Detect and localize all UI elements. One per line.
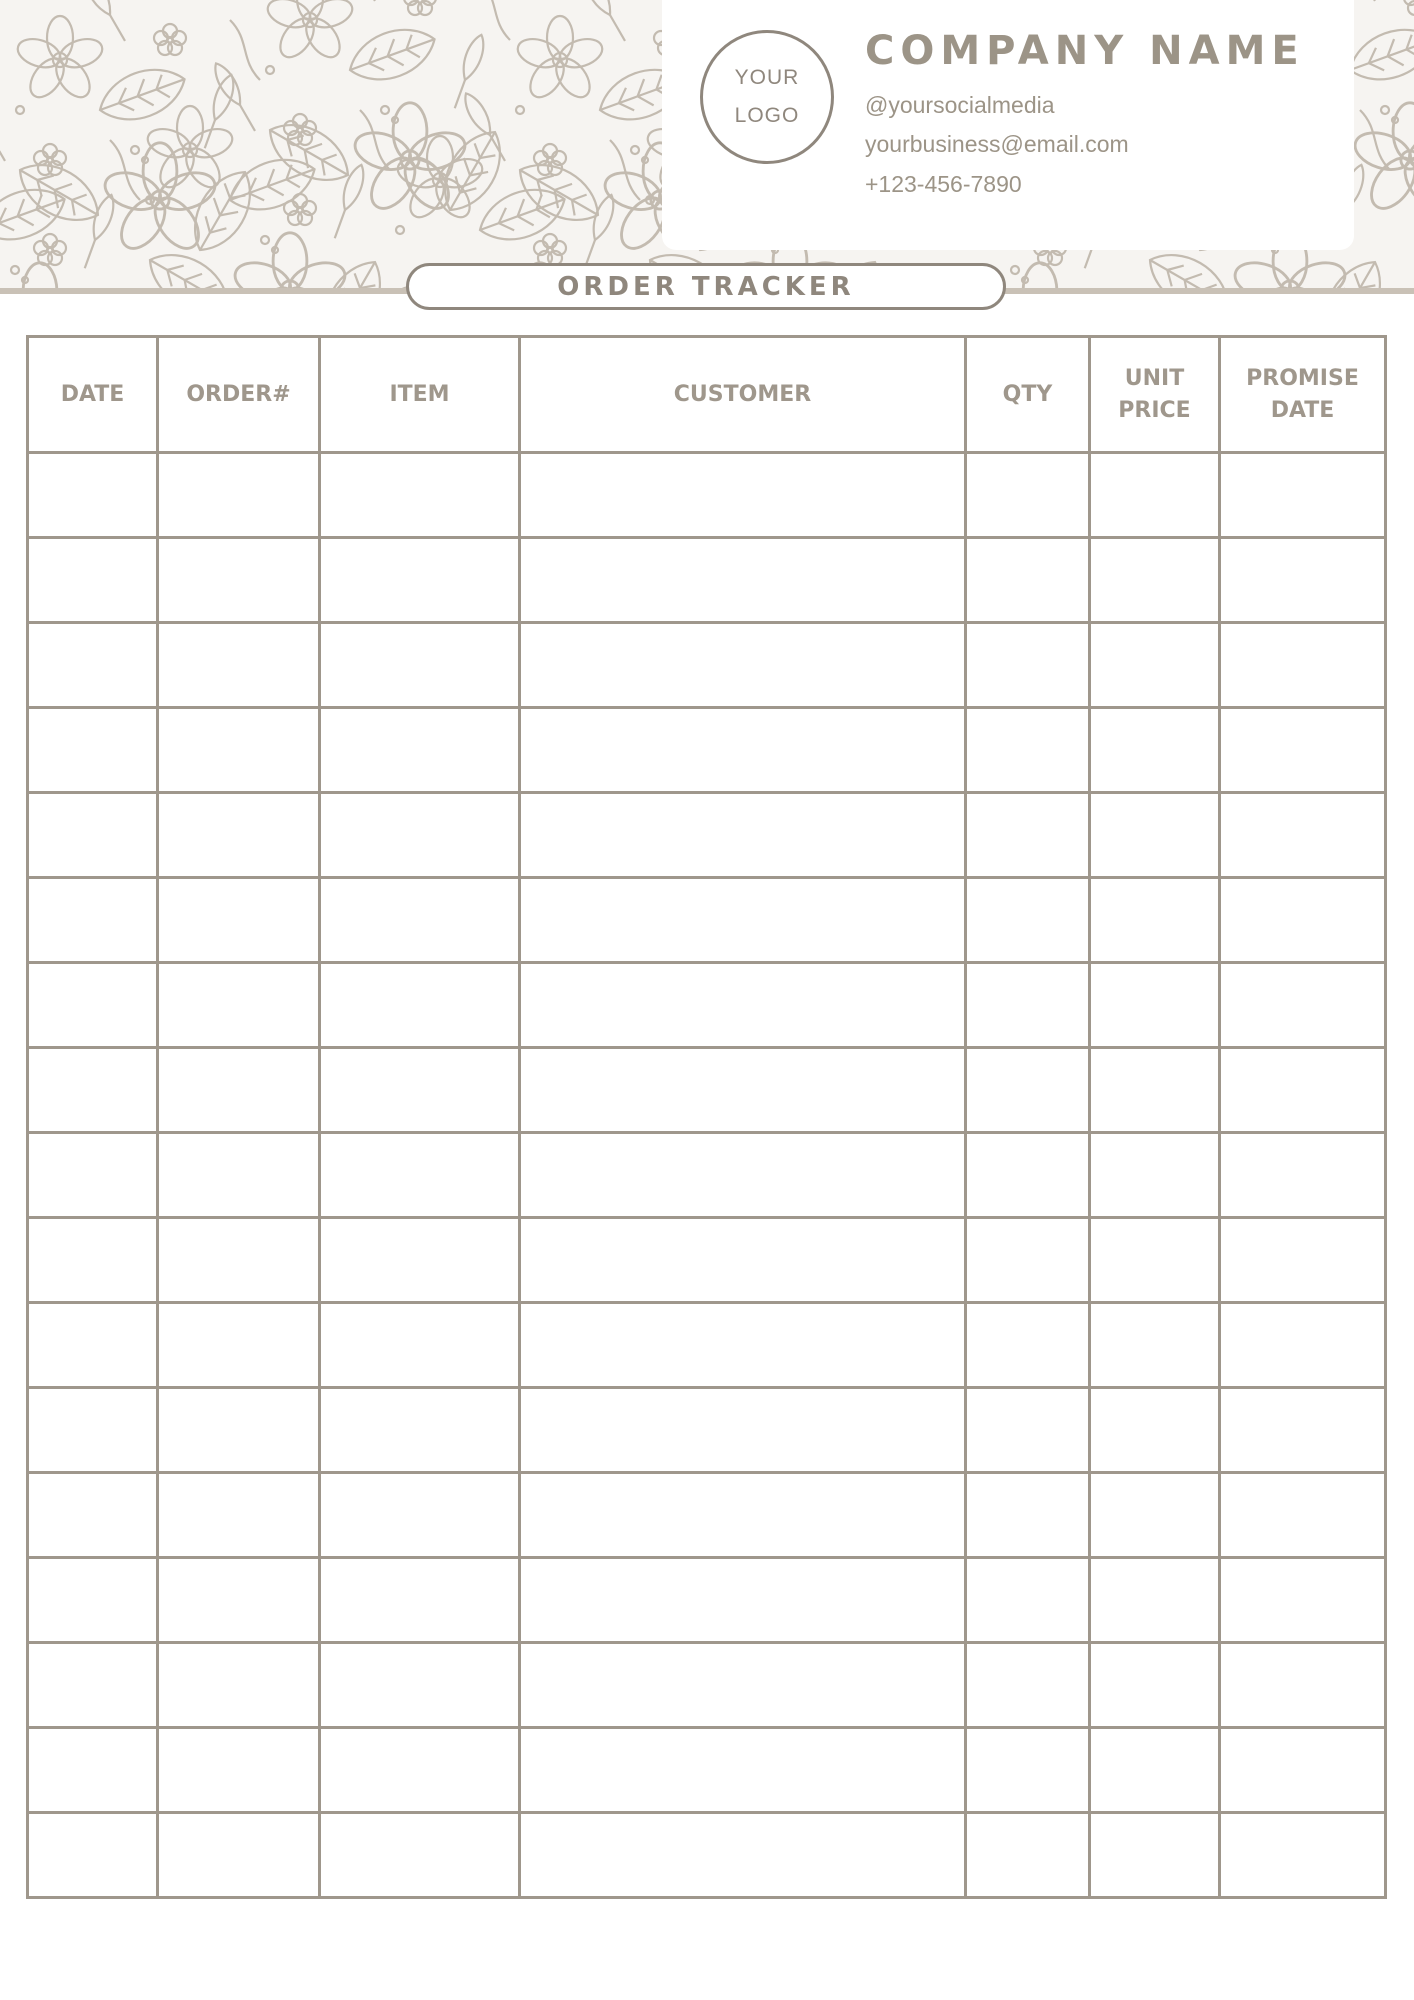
table-cell[interactable] <box>28 878 158 963</box>
table-cell[interactable] <box>158 1643 320 1728</box>
table-cell[interactable] <box>1220 1303 1386 1388</box>
column-header-line: ORDER# <box>186 381 291 407</box>
table-cell[interactable] <box>320 1473 520 1558</box>
table-cell[interactable] <box>520 1813 966 1898</box>
table-cell[interactable] <box>158 1218 320 1303</box>
table-cell[interactable] <box>1090 963 1220 1048</box>
table-cell[interactable] <box>1220 1218 1386 1303</box>
table-cell[interactable] <box>1090 1728 1220 1813</box>
column-header-line: UNIT <box>1124 365 1185 391</box>
table-cell[interactable] <box>1220 1558 1386 1643</box>
table-cell[interactable] <box>520 1558 966 1643</box>
table-cell[interactable] <box>1220 453 1386 538</box>
table-cell[interactable] <box>28 1728 158 1813</box>
table-cell[interactable] <box>320 1728 520 1813</box>
email-address: yourbusiness@email.com <box>865 131 1129 157</box>
table-cell[interactable] <box>1220 1388 1386 1473</box>
table-cell[interactable] <box>320 1218 520 1303</box>
table-cell[interactable] <box>1090 1388 1220 1473</box>
table-cell[interactable] <box>1090 1473 1220 1558</box>
table-cell[interactable] <box>520 1303 966 1388</box>
table-cell[interactable] <box>1090 453 1220 538</box>
table-cell[interactable] <box>966 1643 1090 1728</box>
table-cell[interactable] <box>966 963 1090 1048</box>
table-cell[interactable] <box>520 878 966 963</box>
table-cell[interactable] <box>1220 1048 1386 1133</box>
column-header-line: CUSTOMER <box>673 381 812 407</box>
table-cell[interactable] <box>520 1473 966 1558</box>
column-header-date <box>28 337 158 453</box>
table-cell[interactable] <box>28 453 158 538</box>
table-cell[interactable] <box>1220 1728 1386 1813</box>
social-handle: @yoursocialmedia <box>865 92 1055 118</box>
table-cell[interactable] <box>28 1388 158 1473</box>
table-row <box>28 1643 1386 1728</box>
table-cell[interactable] <box>158 538 320 623</box>
table-cell[interactable] <box>520 793 966 878</box>
table-cell[interactable] <box>966 453 1090 538</box>
table-cell[interactable] <box>28 1558 158 1643</box>
table-cell[interactable] <box>1090 1218 1220 1303</box>
table-cell[interactable] <box>158 1303 320 1388</box>
table-cell[interactable] <box>1090 1048 1220 1133</box>
table-cell[interactable] <box>1090 708 1220 793</box>
table-cell[interactable] <box>28 1048 158 1133</box>
table-cell[interactable] <box>28 963 158 1048</box>
table-cell[interactable] <box>1090 1303 1220 1388</box>
table-cell[interactable] <box>320 1133 520 1218</box>
table-cell[interactable] <box>520 623 966 708</box>
table-cell[interactable] <box>1220 708 1386 793</box>
table-cell[interactable] <box>966 1303 1090 1388</box>
phone-number: +123-456-7890 <box>865 171 1022 197</box>
table-cell[interactable] <box>966 708 1090 793</box>
table-cell[interactable] <box>158 1473 320 1558</box>
table-row <box>28 1813 1386 1898</box>
table-cell[interactable] <box>158 878 320 963</box>
table-row <box>28 1728 1386 1813</box>
table-cell[interactable] <box>28 1813 158 1898</box>
table-cell[interactable] <box>28 623 158 708</box>
table-cell[interactable] <box>28 1303 158 1388</box>
table-row <box>28 708 1386 793</box>
logo-placeholder <box>700 30 834 164</box>
table-cell[interactable] <box>1220 1133 1386 1218</box>
table-row <box>28 878 1386 963</box>
table-cell[interactable] <box>28 708 158 793</box>
table-cell[interactable] <box>320 1558 520 1643</box>
logo-text-line2: LOGO <box>734 104 800 127</box>
table-cell[interactable] <box>320 1643 520 1728</box>
table-cell[interactable] <box>1220 538 1386 623</box>
table-cell[interactable] <box>158 708 320 793</box>
table-row <box>28 1473 1386 1558</box>
table-cell[interactable] <box>966 1813 1090 1898</box>
table-cell[interactable] <box>28 1643 158 1728</box>
logo-text-line1: YOUR <box>734 66 800 89</box>
table-cell[interactable] <box>320 538 520 623</box>
table-cell[interactable] <box>1090 623 1220 708</box>
table-cell[interactable] <box>520 963 966 1048</box>
column-header-line: DATE <box>60 381 125 407</box>
table-cell[interactable] <box>966 1728 1090 1813</box>
table-cell[interactable] <box>28 1133 158 1218</box>
table-cell[interactable] <box>966 1218 1090 1303</box>
table-row <box>28 1218 1386 1303</box>
column-header-line: ITEM <box>389 381 450 407</box>
table-cell[interactable] <box>28 538 158 623</box>
table-cell[interactable] <box>520 1643 966 1728</box>
table-cell[interactable] <box>320 453 520 538</box>
company-name: COMPANY NAME <box>865 28 1305 74</box>
company-info-card <box>662 0 1354 250</box>
table-cell[interactable] <box>520 708 966 793</box>
table-cell[interactable] <box>520 453 966 538</box>
table-cell[interactable] <box>966 793 1090 878</box>
table-cell[interactable] <box>520 1728 966 1813</box>
table-cell[interactable] <box>158 1388 320 1473</box>
table-header-row <box>28 337 1386 453</box>
table-cell[interactable] <box>1220 878 1386 963</box>
table-row <box>28 1558 1386 1643</box>
table-cell[interactable] <box>966 1048 1090 1133</box>
table-row <box>28 1303 1386 1388</box>
table-cell[interactable] <box>1090 1558 1220 1643</box>
column-header-line: QTY <box>1002 381 1053 407</box>
table-row <box>28 1388 1386 1473</box>
table-cell[interactable] <box>158 1133 320 1218</box>
table-cell[interactable] <box>966 1133 1090 1218</box>
table-cell[interactable] <box>1220 793 1386 878</box>
table-cell[interactable] <box>158 963 320 1048</box>
table-row <box>28 1133 1386 1218</box>
column-header-qty <box>966 337 1090 453</box>
table-cell[interactable] <box>966 538 1090 623</box>
table-cell[interactable] <box>320 963 520 1048</box>
table-cell[interactable] <box>1220 1473 1386 1558</box>
table-cell[interactable] <box>28 1473 158 1558</box>
table-cell[interactable] <box>28 793 158 878</box>
table-cell[interactable] <box>158 453 320 538</box>
order-tracker-table <box>26 335 1387 1899</box>
column-header-item <box>320 337 520 453</box>
table-cell[interactable] <box>158 1558 320 1643</box>
table-cell[interactable] <box>966 1473 1090 1558</box>
table-cell[interactable] <box>520 1133 966 1218</box>
table-cell[interactable] <box>520 1388 966 1473</box>
column-header-line: DATE <box>1270 397 1335 423</box>
table-body <box>28 453 1386 1898</box>
table-cell[interactable] <box>320 623 520 708</box>
table-cell[interactable] <box>320 1048 520 1133</box>
table-cell[interactable] <box>1220 1813 1386 1898</box>
table-cell[interactable] <box>1090 1133 1220 1218</box>
table-cell[interactable] <box>320 878 520 963</box>
table-row <box>28 793 1386 878</box>
table-cell[interactable] <box>320 793 520 878</box>
table-row <box>28 453 1386 538</box>
column-header-order-number <box>158 337 320 453</box>
table-cell[interactable] <box>1220 1643 1386 1728</box>
column-header-customer <box>520 337 966 453</box>
column-header-line: PRICE <box>1118 397 1191 423</box>
table-cell[interactable] <box>520 538 966 623</box>
column-header-line: PROMISE <box>1246 365 1359 391</box>
page-title: ORDER TRACKER <box>406 263 1006 310</box>
table-cell[interactable] <box>28 1218 158 1303</box>
table-cell[interactable] <box>158 1728 320 1813</box>
table-cell[interactable] <box>320 1388 520 1473</box>
table-cell[interactable] <box>158 623 320 708</box>
table-cell[interactable] <box>320 1813 520 1898</box>
table-cell[interactable] <box>1090 878 1220 963</box>
table-cell[interactable] <box>966 878 1090 963</box>
table-row <box>28 1048 1386 1133</box>
table-cell[interactable] <box>1090 793 1220 878</box>
table-cell[interactable] <box>966 623 1090 708</box>
table-cell[interactable] <box>966 1558 1090 1643</box>
table-cell[interactable] <box>1090 1813 1220 1898</box>
table-row <box>28 538 1386 623</box>
table-cell[interactable] <box>1220 623 1386 708</box>
table-cell[interactable] <box>320 1303 520 1388</box>
column-header-promise-date <box>1220 337 1386 453</box>
table-cell[interactable] <box>1090 538 1220 623</box>
table-cell[interactable] <box>158 1813 320 1898</box>
table-cell[interactable] <box>1220 963 1386 1048</box>
table-cell[interactable] <box>966 1388 1090 1473</box>
table-cell[interactable] <box>520 1048 966 1133</box>
table-row <box>28 623 1386 708</box>
table-cell[interactable] <box>158 793 320 878</box>
column-header-unit-price <box>1090 337 1220 453</box>
table-row <box>28 963 1386 1048</box>
table-cell[interactable] <box>320 708 520 793</box>
table-cell[interactable] <box>1090 1643 1220 1728</box>
table-cell[interactable] <box>158 1048 320 1133</box>
table-cell[interactable] <box>520 1218 966 1303</box>
